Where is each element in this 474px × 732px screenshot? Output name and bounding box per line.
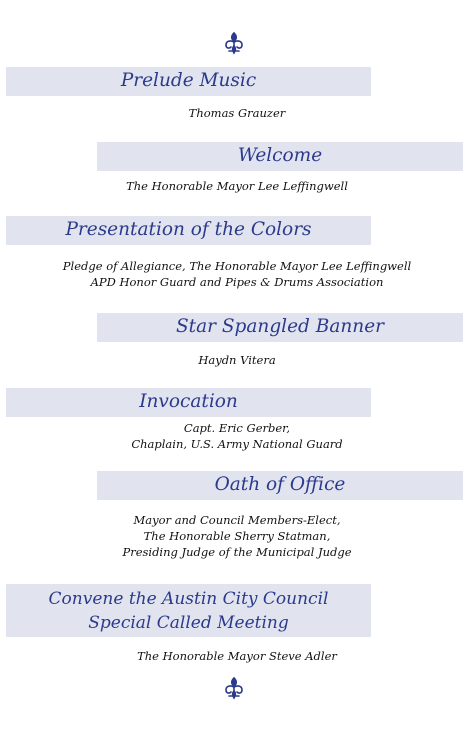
detail-line: Presiding Judge of the Municipal Judge bbox=[122, 545, 352, 559]
ornament-icon-top bbox=[221, 30, 247, 56]
section-title: Invocation bbox=[139, 391, 238, 413]
section-title: Welcome bbox=[237, 145, 323, 167]
section-title: Prelude Music bbox=[120, 70, 257, 92]
section-banner-oath-of-office bbox=[97, 471, 463, 500]
section-title: Oath of Office bbox=[214, 474, 346, 496]
detail-line: Thomas Grauzer bbox=[188, 106, 286, 120]
section-title: Star Spangled Banner bbox=[176, 316, 384, 338]
section-banner-convene-council bbox=[6, 584, 371, 637]
section-banner-presentation-of-colors bbox=[6, 216, 371, 245]
detail-line: APD Honor Guard and Pipes & Drums Association bbox=[90, 275, 384, 289]
section-details-invocation bbox=[0, 420, 474, 452]
ornament-icon-bottom bbox=[221, 675, 247, 701]
section-details-presentation-of-colors bbox=[0, 258, 474, 290]
section-title: Presentation of the Colors bbox=[65, 219, 312, 241]
section-details-oath-of-office bbox=[0, 512, 474, 560]
detail-line: The Honorable Sherry Statman, bbox=[143, 529, 331, 543]
detail-line: Capt. Eric Gerber, bbox=[183, 421, 291, 435]
section-banner-invocation bbox=[6, 388, 371, 417]
detail-line: Haydn Vitera bbox=[198, 353, 276, 367]
fleur-de-lis-ornament-icon bbox=[221, 675, 247, 701]
detail-line: Chaplain, U.S. Army National Guard bbox=[131, 437, 343, 451]
detail-line: Mayor and Council Members-Elect, bbox=[133, 513, 341, 527]
fleur-de-lis-ornament-icon bbox=[221, 30, 247, 56]
detail-line: The Honorable Mayor Lee Leffingwell bbox=[126, 179, 348, 193]
detail-line: Pledge of Allegiance, The Honorable Mayor Lee Leffingwell bbox=[62, 259, 412, 273]
detail-line: The Honorable Mayor Steve Adler bbox=[137, 649, 337, 663]
section-details-star-spangled-banner bbox=[0, 352, 474, 368]
section-title-line: Special Called Meeting bbox=[88, 612, 289, 633]
section-banner-prelude-music bbox=[6, 67, 371, 96]
section-details-prelude-music bbox=[0, 105, 474, 121]
section-banner-welcome bbox=[97, 142, 463, 171]
section-details-welcome bbox=[0, 178, 474, 194]
section-banner-star-spangled-banner bbox=[97, 313, 463, 342]
section-details-convene-council bbox=[0, 648, 474, 664]
section-title-line: Convene the Austin City Council bbox=[48, 588, 329, 609]
